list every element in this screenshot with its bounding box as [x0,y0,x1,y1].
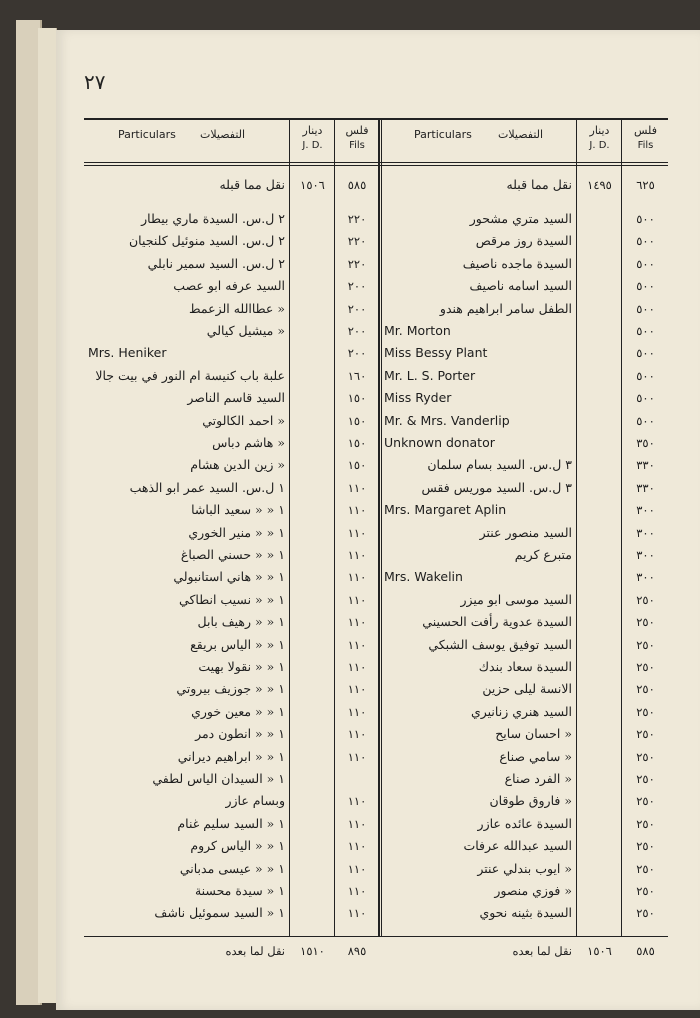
left-entry-particulars: وبسام عازر [225,793,285,809]
right-carried-out-fils: ٥٨٥ [636,944,655,958]
right-entry-fils: ٢٥٠ [636,906,655,921]
left-particulars-ar-header: التفصيلات [200,128,246,141]
left-entry-particulars: « عطاالله الزعمط [189,300,285,316]
left-dinar-header: دينار J. D. [302,124,323,151]
left-entry-particulars: ١ « « انطون دمر [195,726,285,742]
left-entry-particulars: ١ « « رهيف بابل [197,614,285,630]
left-entry-fils: ١١٠ [347,592,367,607]
right-entry-particulars: ٣ ل.س. السيد بسام سلمان [427,457,572,473]
left-entry-particulars: « زين الدين هشام [190,457,285,473]
right-entry-fils: ٢٥٠ [636,884,655,898]
left-entry-particulars: ١ « « جوزيف بيروتي [176,681,285,697]
left-entry-fils: ١١٠ [347,816,367,831]
left-entry-particulars: علبة باب كنيسة ام النور في بيت جالا [95,367,285,383]
left-entry-fils: ١١٠ [347,615,367,630]
left-carried-in-fils: ٥٨٥ [347,178,367,192]
right-entry-particulars: « سامي صناع [499,748,572,764]
right-entry-particulars: السيد متري مشحور [469,211,572,226]
right-entry-particulars: السيدة عدوية رأفت الحسيني [422,614,572,630]
right-entry-fils: ٢٥٠ [636,637,655,652]
right-entry-fils: ٢٥٠ [636,749,655,764]
left-entry-fils: ١٥٠ [347,458,367,473]
footer-rule [84,936,668,937]
left-entry-particulars: ١ « « نسيب انطاكي [179,591,285,607]
right-entry-fils: ٢٥٠ [636,682,655,697]
right-entry-fils: ٥٠٠ [636,413,655,428]
left-carried-out-label: نقل لما بعده [225,944,285,958]
right-fils-dinar-rule [621,118,622,936]
left-entry-fils: ١١٠ [347,570,367,585]
right-entry-fils: ٢٥٠ [636,704,655,719]
left-entry-particulars: السيد عرفه ابو عصب [173,278,285,294]
left-entry-particulars: ١ « « منير الخوري [188,524,285,540]
left-entry-fils: ١١٠ [347,682,367,697]
right-entry-particulars: Mrs. Wakelin [384,569,463,585]
right-entry-particulars: السيد منصور عنتر [479,524,572,540]
right-entry-fils: ٣٣٠ [636,458,655,473]
left-entry-fils: ٢٠٠ [347,301,367,316]
book-page-stack [38,28,57,1003]
left-entry-fils: ٢٢٠ [347,256,367,271]
right-entry-particulars: Mr. L. S. Porter [384,367,476,383]
right-entry-fils: ٢٥٠ [636,660,655,674]
left-entry-particulars: ١ « « هاني استانبولي [173,569,285,585]
ledger-page [56,30,700,1010]
left-entry-particulars: Mrs. Heniker [88,345,167,361]
left-entry-particulars: « احمد الكالوتي [202,412,285,428]
left-entry-particulars: ١ « « الياس كروم [190,838,285,854]
column-divider-rule [378,118,380,936]
left-carried-in-dinar: ١٥٠٦ [300,178,325,192]
ledger-table [84,118,668,976]
left-entry-particulars: السيد قاسم الناصر [187,390,285,406]
left-entry-fils: ١١٠ [347,480,367,495]
right-fils-header: فلس Fils [634,124,657,151]
left-entry-fils: ٢٠٠ [347,279,367,294]
right-entry-fils: ٥٠٠ [636,324,655,338]
right-entry-particulars: السيدة عائده عازر [477,815,572,831]
right-entry-particulars: السيد توفيق يوسف الشبكي [428,636,572,652]
right-entry-particulars: « فاروق طوقان [489,793,572,809]
right-entry-particulars: السيد اسامه ناصيف [469,278,572,294]
right-entry-fils: ٢٥٠ [636,794,655,809]
top-rule [84,118,668,120]
left-entry-fils: ١١٠ [347,637,367,652]
left-entry-fils: ٢٢٠ [347,234,367,249]
left-entry-particulars: « هاشم دباس [212,435,285,450]
left-entry-fils [336,768,378,790]
right-entry-particulars: الانسة ليلى حزين [482,681,572,697]
right-entry-particulars: Miss Ryder [384,390,452,406]
right-dinar-header: دينار J. D. [589,124,610,151]
right-carried-in-fils: ٦٢٥ [636,178,655,192]
left-entry-fils: ١١٠ [347,839,367,854]
left-carried-out-dinar: ١٥١٠ [300,944,325,958]
left-entry-particulars: ١ « « الياس بريقع [190,636,285,652]
right-entry-fils: ٣٠٠ [636,570,655,585]
left-entry-fils: ١١٠ [347,660,367,674]
left-entry-fils: ١١٠ [347,861,367,876]
left-particulars-en-header: Particulars [118,128,176,141]
right-entry-particulars: « ايوب بندلي عنتر [477,860,572,876]
header-rule [84,162,668,163]
left-fils-header: فلس Fils [345,124,369,151]
left-dinar-particulars-rule [289,118,290,936]
right-entry-particulars: Mr. Morton [384,323,451,338]
left-fils-dinar-rule [334,118,335,936]
left-entry-particulars: ١ ل.س. السيد عمر ابو الذهب [129,479,285,495]
right-entry-particulars: السيد هنري زنانيري [470,703,572,719]
left-entry-fils: ١١٠ [347,906,367,921]
right-entry-particulars: السيدة روز مرقص [475,233,572,249]
left-entry-particulars: ١ « السيد سموئيل ناشف [154,905,285,921]
right-entry-fils: ٣٥٠ [636,436,655,450]
right-entry-particulars: « احسان سايح [495,726,572,742]
left-entry-particulars: ١ « « ابراهيم ديراني [177,748,285,764]
left-entry-particulars: ١ « سيدة محسنة [194,883,285,898]
left-entry-fils: ١٥٠ [347,413,367,428]
left-entry-fils: ١١٠ [347,727,367,742]
right-entry-particulars: « الفرد صناع [504,771,572,786]
right-entry-fils: ٢٥٠ [636,861,655,876]
right-entry-fils: ٣٣٠ [636,480,655,495]
right-entry-fils: ٢٥٠ [636,615,655,630]
right-carried-in-label: نقل مما قبله [506,177,572,192]
left-entry-fils: ١١٠ [347,884,367,898]
right-carried-out-label: نقل لما بعده [512,944,572,958]
left-entry-particulars: ٢ ل.س. السيد سمير نابلي [147,255,285,271]
right-entry-fils: ٥٠٠ [636,346,655,361]
right-entry-fils: ٢٥٠ [636,772,655,786]
right-entry-particulars: Mr. & Mrs. Vanderlip [384,412,510,428]
right-entry-fils: ٢٥٠ [636,727,655,742]
right-carried-in-dinar: ١٤٩٥ [587,178,612,192]
left-entry-fils: ١١٠ [347,794,367,809]
right-entry-particulars: Unknown donator [384,435,495,450]
left-entry-fils: ١٥٠ [347,391,367,406]
left-entry-fils: ١٥٠ [347,436,367,450]
column-divider-rule-inner [381,118,382,936]
left-entry-particulars: ١ « السيدان الياس لطفي [152,771,285,786]
page-number: ٢٧ [84,70,106,94]
right-entry-particulars: Miss Bessy Plant [384,345,488,361]
right-entry-fils: ٥٠٠ [636,391,655,406]
right-entry-fils: ٥٠٠ [636,368,655,383]
left-entry-particulars: ١ « « حسني الصباغ [180,547,285,562]
left-entry-particulars: ١ « « سعيد الباشا [191,502,285,518]
left-entry-fils: ١١٠ [347,548,367,562]
left-entry-particulars: ١ « « نقولا بهيت [198,659,285,674]
right-particulars-ar-header: التفصيلات [498,128,544,141]
right-particulars-en-header: Particulars [414,128,472,141]
header-rule-secondary [84,165,668,166]
right-carried-out-dinar: ١٥٠٦ [587,944,612,958]
left-entry-particulars: ١ « السيد سليم غنام [177,815,285,831]
left-entry-fils: ٢٠٠ [347,324,367,338]
left-entry-fils: ١١٠ [347,525,367,540]
left-entry-particulars: ١ « « عيسى مدباني [179,860,285,876]
left-entry-fils: ١٦٠ [347,368,367,383]
left-entry-fils: ١١٠ [347,704,367,719]
right-entry-particulars: Mrs. Margaret Aplin [384,502,507,518]
left-entry-fils: ١١٠ [347,503,367,518]
right-entry-fils: ٣٠٠ [636,548,655,562]
right-entry-particulars: متبرع كريم [514,547,572,562]
right-entry-fils: ٣٠٠ [636,525,655,540]
left-entry-particulars: « ميشيل كيالي [206,323,285,338]
right-entry-particulars: السيدة ماجده ناصيف [462,255,572,271]
right-entry-particulars: السيدة سعاد بندك [478,659,572,674]
right-entry-fils: ٥٠٠ [636,279,655,294]
right-entry-fils: ٢٥٠ [636,592,655,607]
left-carried-in-label: نقل مما قبله [219,177,285,192]
right-entry-fils: ٢٥٠ [636,816,655,831]
right-entry-particulars: السيد موسى ابو ميزر [460,591,572,607]
left-entry-fils: ٢٢٠ [347,212,367,226]
right-entry-particulars: السيدة بثينه نحوي [479,905,572,921]
right-entry-particulars: ٣ ل.س. السيد موريس فقس [421,479,572,495]
left-carried-out-fils: ٨٩٥ [347,944,367,958]
right-entry-fils: ٥٠٠ [636,234,655,249]
right-entry-fils: ٥٠٠ [636,301,655,316]
right-dinar-particulars-rule [576,118,577,936]
right-entry-fils: ٥٠٠ [636,256,655,271]
right-entry-fils: ٢٥٠ [636,839,655,854]
right-entry-fils: ٣٠٠ [636,503,655,518]
right-entry-particulars: « فوزي منصور [494,883,572,898]
left-entry-fils: ٢٠٠ [347,346,367,361]
right-entry-particulars: السيد عبدالله عرفات [463,838,572,854]
left-entry-particulars: ٢ ل.س. السيدة ماري بيطار [141,211,285,226]
left-entry-particulars: ١ « « معين خوري [191,703,285,719]
right-entry-fils: ٥٠٠ [636,212,655,226]
left-entry-particulars: ٢ ل.س. السيد منوئيل كلنجيان [129,233,285,249]
right-entry-particulars: الطفل سامر ابراهيم هندو [439,300,572,316]
left-entry-fils: ١١٠ [347,749,367,764]
